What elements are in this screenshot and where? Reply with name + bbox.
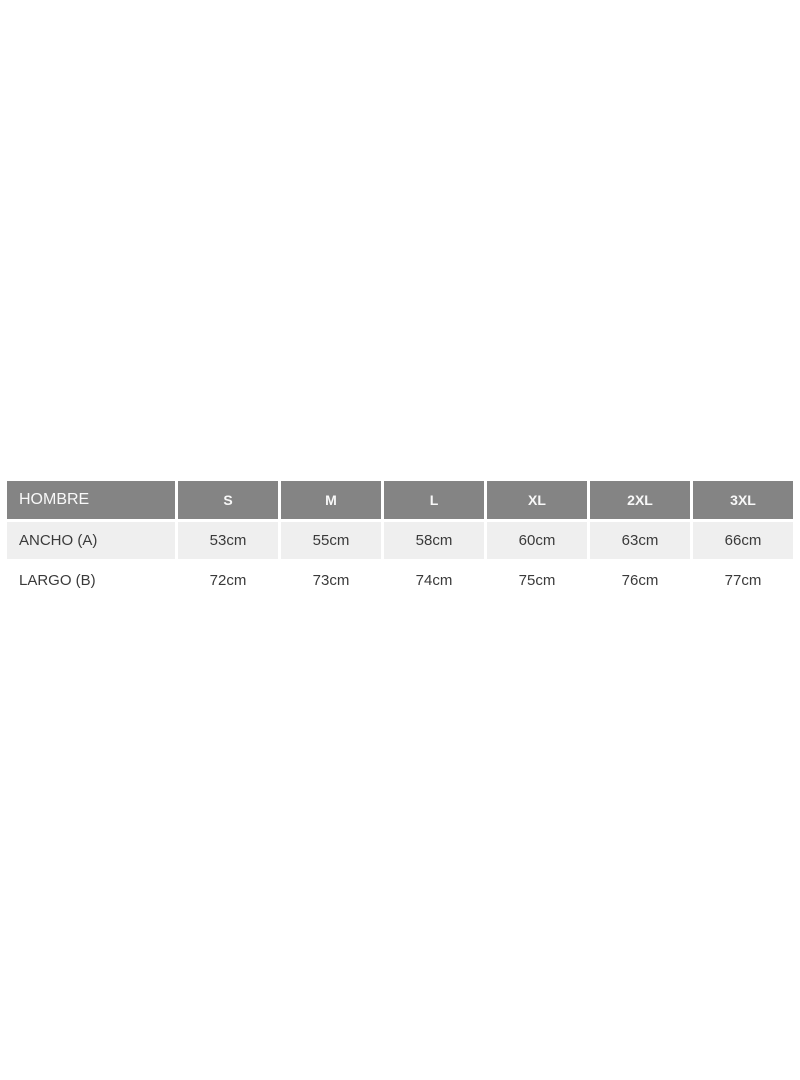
table-cell-ancho-2xl: 63cm [590,522,690,559]
column-header-s: S [178,481,278,519]
column-header-xl: XL [487,481,587,519]
table-cell-ancho-3xl: 66cm [693,522,793,559]
table-cell-largo-2xl: 76cm [590,562,690,599]
column-header-3xl: 3XL [693,481,793,519]
table-cell-ancho-m: 55cm [281,522,381,559]
row-label-largo: LARGO (B) [7,562,175,599]
table-cell-largo-xl: 75cm [487,562,587,599]
column-header-m: M [281,481,381,519]
table-cell-largo-l: 74cm [384,562,484,599]
table-header-title: HOMBRE [7,481,175,519]
table-cell-ancho-l: 58cm [384,522,484,559]
column-header-2xl: 2XL [590,481,690,519]
table-cell-largo-3xl: 77cm [693,562,793,599]
table-cell-ancho-s: 53cm [178,522,278,559]
size-chart-table [7,481,793,599]
table-cell-ancho-xl: 60cm [487,522,587,559]
row-label-ancho: ANCHO (A) [7,522,175,559]
column-header-l: L [384,481,484,519]
table-cell-largo-m: 73cm [281,562,381,599]
table-cell-largo-s: 72cm [178,562,278,599]
